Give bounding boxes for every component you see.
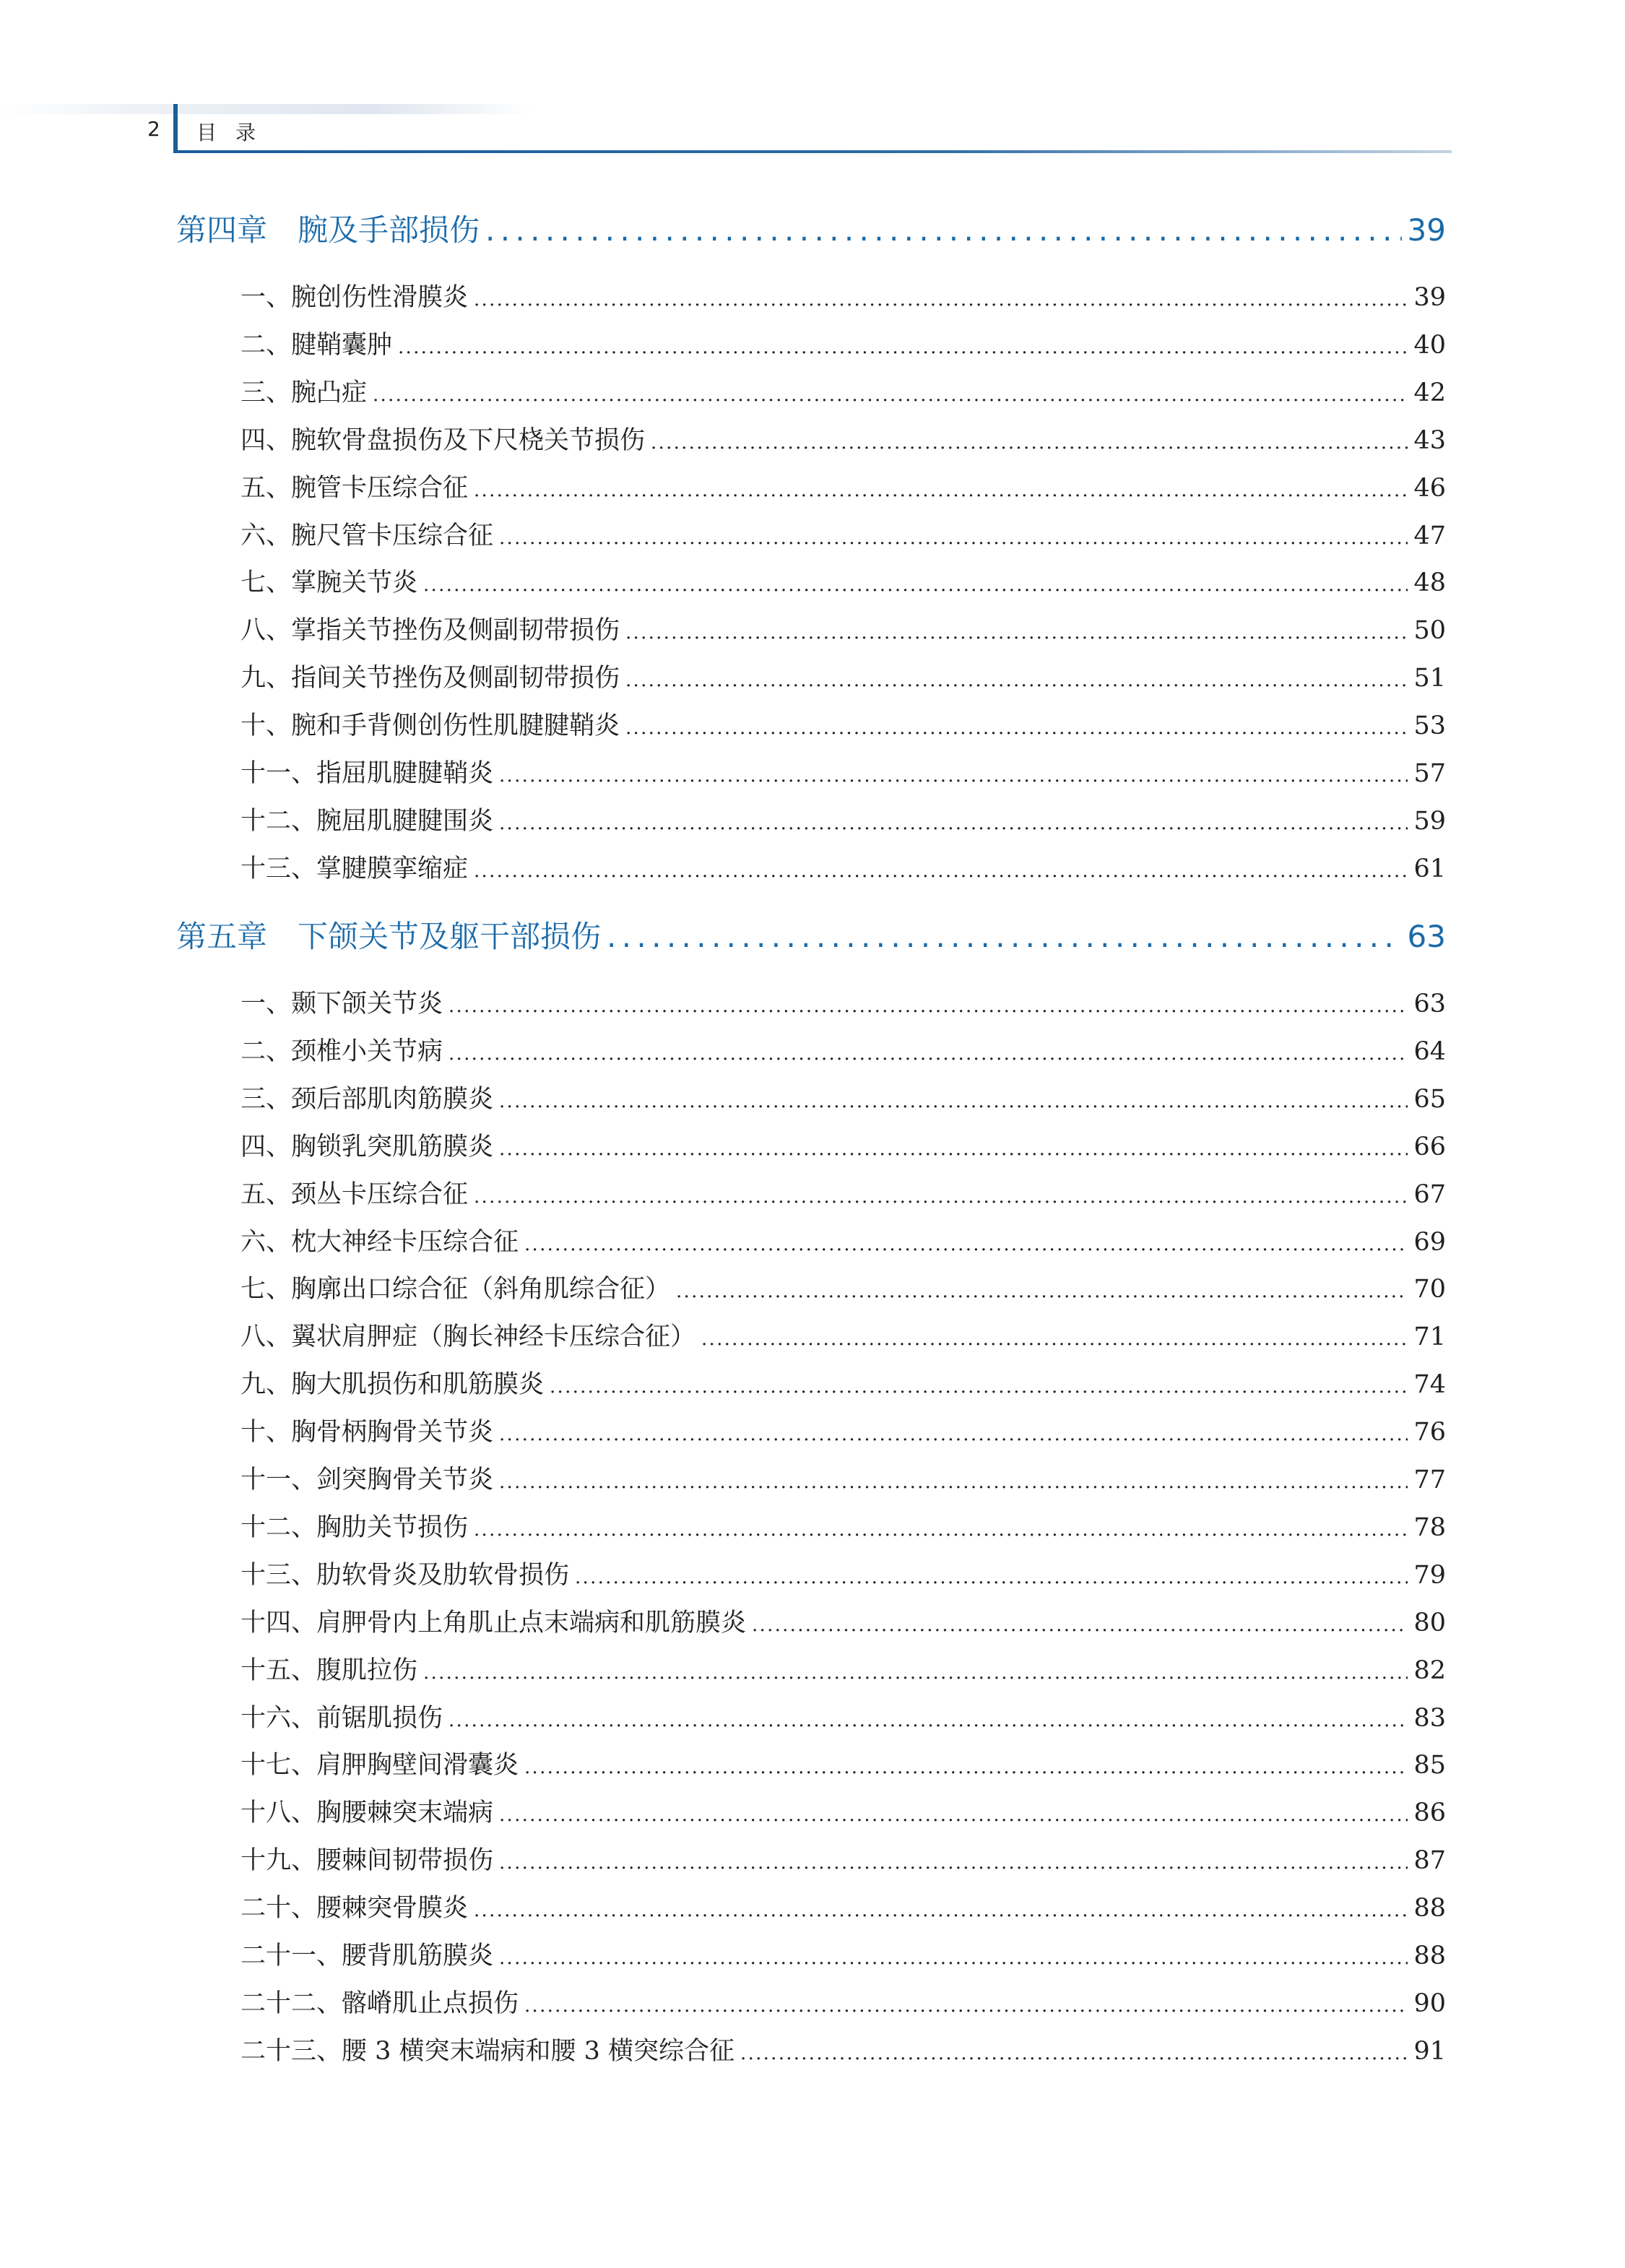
toc-entry-label: 二、腱鞘囊肿 bbox=[240, 330, 393, 360]
toc-entry-label: 七、掌腕关节炎 bbox=[240, 568, 418, 598]
toc-entry-row[interactable] bbox=[240, 1555, 1446, 1591]
toc-entry-row[interactable] bbox=[240, 563, 1446, 599]
dot-leader bbox=[550, 1376, 1408, 1398]
toc-entry-label: 一、颞下颌关节炎 bbox=[240, 990, 443, 1018]
toc-entry-page-number: 90 bbox=[1413, 1988, 1446, 2018]
toc-entry-row[interactable] bbox=[240, 706, 1446, 742]
toc-entry-label: 五、颈丛卡压综合征 bbox=[240, 1180, 469, 1209]
toc-entry-page-number: 40 bbox=[1413, 330, 1446, 360]
toc-entry-row[interactable] bbox=[240, 1317, 1446, 1353]
chapter-page-number: 63 bbox=[1407, 919, 1446, 954]
toc-entry-label: 九、指间关节挫伤及侧副韧带损伤 bbox=[240, 664, 620, 693]
toc-entry-label: 十七、肩胛胸壁间滑囊炎 bbox=[240, 1751, 519, 1780]
toc-entry-label: 十、腕和手背侧创伤性肌腱腱鞘炎 bbox=[240, 711, 620, 741]
dot-leader bbox=[625, 622, 1408, 644]
toc-entry-row[interactable] bbox=[240, 1888, 1446, 1924]
toc-entry-page-number: 63 bbox=[1413, 990, 1446, 1018]
toc-entry-label: 七、胸廓出口综合征（斜角肌综合征） bbox=[240, 1275, 671, 1304]
dot-leader bbox=[752, 1614, 1408, 1636]
dot-leader bbox=[625, 670, 1408, 691]
toc-entry-row[interactable] bbox=[240, 1507, 1446, 1544]
toc-entry-row[interactable] bbox=[240, 1460, 1446, 1496]
chapter-number: 第五章 bbox=[176, 919, 268, 954]
toc-entry-label: 十二、腕屈肌腱腱围炎 bbox=[240, 806, 494, 836]
toc-entry-label: 十二、胸肋关节损伤 bbox=[240, 1512, 469, 1542]
toc-entry-label: 十一、指屈肌腱腱鞘炎 bbox=[240, 759, 494, 788]
toc-entry-page-number: 47 bbox=[1413, 521, 1446, 550]
toc-entry-label: 八、翼状肩胛症（胸长神经卡压综合征） bbox=[240, 1323, 696, 1352]
chapter-heading bbox=[176, 913, 601, 956]
toc-entry-page-number: 87 bbox=[1413, 1846, 1446, 1876]
dot-leader bbox=[448, 1043, 1408, 1065]
toc-entry-page-number: 78 bbox=[1413, 1512, 1446, 1542]
toc-entry-label: 四、腕软骨盘损伤及下尺桡关节损伤 bbox=[240, 425, 646, 455]
dot-leader bbox=[423, 574, 1408, 596]
toc-entry-row[interactable] bbox=[240, 1698, 1446, 1734]
dot-leader bbox=[499, 1804, 1408, 1826]
toc-entry-row[interactable] bbox=[240, 277, 1446, 313]
dot-leader bbox=[676, 1281, 1408, 1302]
toc-entry-row[interactable] bbox=[240, 516, 1446, 552]
dot-leader bbox=[524, 1234, 1408, 1255]
toc-entry-label: 十五、腹肌拉伤 bbox=[240, 1655, 418, 1685]
toc-entry-page-number: 53 bbox=[1413, 711, 1446, 741]
toc-entry-row[interactable] bbox=[240, 373, 1446, 409]
chapter-title: 腕及手部损伤 bbox=[298, 212, 480, 248]
toc-entry-label: 九、胸大肌损伤和肌筋膜炎 bbox=[240, 1370, 545, 1400]
toc-entry-row[interactable] bbox=[240, 2031, 1446, 2067]
toc-entry-row[interactable] bbox=[240, 420, 1446, 456]
toc-entry-page-number: 70 bbox=[1413, 1275, 1446, 1304]
toc-entry-page-number: 83 bbox=[1413, 1703, 1446, 1733]
chapter-heading-row-5[interactable] bbox=[176, 913, 1446, 956]
toc-entry-label: 十四、肩胛骨内上角肌止点末端病和肌筋膜炎 bbox=[240, 1608, 747, 1637]
toc-entry-row[interactable] bbox=[240, 801, 1446, 837]
dot-leader bbox=[701, 1328, 1408, 1350]
dot-leader bbox=[607, 919, 1402, 954]
toc-entry-page-number: 79 bbox=[1413, 1560, 1446, 1590]
toc-entry-label: 三、颈后部肌肉筋膜炎 bbox=[240, 1084, 494, 1114]
dot-leader bbox=[499, 1471, 1408, 1493]
toc-entry-label: 八、掌指关节挫伤及侧副韧带损伤 bbox=[240, 616, 620, 646]
toc-entry-row[interactable] bbox=[240, 1603, 1446, 1639]
toc-entry-row[interactable] bbox=[240, 1650, 1446, 1687]
toc-entry-label: 五、腕管卡压综合征 bbox=[240, 473, 469, 503]
dot-leader bbox=[474, 860, 1408, 882]
dot-leader bbox=[485, 212, 1402, 248]
toc-entry-row[interactable] bbox=[240, 1079, 1446, 1115]
toc-entry-page-number: 82 bbox=[1413, 1655, 1446, 1685]
toc-entry-page-number: 69 bbox=[1413, 1227, 1446, 1257]
toc-entry-label: 二十、腰棘突骨膜炎 bbox=[240, 1894, 469, 1923]
toc-entry-label: 二十二、髂嵴肌止点损伤 bbox=[240, 1988, 519, 2018]
toc-entry-page-number: 80 bbox=[1413, 1608, 1446, 1637]
toc-entry-page-number: 88 bbox=[1413, 1894, 1446, 1923]
toc-entry-page-number: 50 bbox=[1413, 616, 1446, 646]
dot-leader bbox=[740, 2043, 1408, 2064]
toc-entry-row[interactable] bbox=[240, 1936, 1446, 1972]
toc-entry-page-number: 74 bbox=[1413, 1370, 1446, 1400]
toc-entry-page-number: 65 bbox=[1413, 1084, 1446, 1114]
toc-entry-label: 十三、肋软骨炎及肋软骨损伤 bbox=[240, 1560, 570, 1590]
toc-entry-label: 二、颈椎小关节病 bbox=[240, 1036, 443, 1066]
toc-entry-row[interactable] bbox=[240, 1840, 1446, 1877]
toc-entry-row[interactable] bbox=[240, 610, 1446, 646]
dot-leader bbox=[499, 1138, 1408, 1160]
toc-entry-row[interactable] bbox=[240, 1745, 1446, 1781]
toc-entry-page-number: 48 bbox=[1413, 568, 1446, 598]
toc-entry-label: 十八、胸腰棘突末端病 bbox=[240, 1799, 494, 1828]
toc-entry-page-number: 71 bbox=[1413, 1323, 1446, 1352]
toc-entry-row[interactable] bbox=[240, 984, 1446, 1020]
toc-entry-page-number: 61 bbox=[1413, 854, 1446, 883]
toc-entry-label: 十六、前锯肌损伤 bbox=[240, 1703, 443, 1733]
dot-leader bbox=[499, 765, 1408, 787]
dot-leader bbox=[499, 1091, 1408, 1112]
toc-entry-page-number: 76 bbox=[1413, 1418, 1446, 1447]
toc-entry-page-number: 64 bbox=[1413, 1036, 1446, 1066]
toc-entry-page-number: 43 bbox=[1413, 425, 1446, 455]
toc-entry-label: 十三、掌腱膜挛缩症 bbox=[240, 854, 469, 883]
toc-entry-page-number: 88 bbox=[1413, 1942, 1446, 1970]
toc-entry-row[interactable] bbox=[240, 1412, 1446, 1448]
toc-entry-row[interactable] bbox=[240, 1983, 1446, 2020]
header-rule bbox=[176, 150, 1452, 153]
page-number: 2 bbox=[147, 117, 160, 141]
dot-leader bbox=[499, 813, 1408, 834]
toc-entry-row[interactable] bbox=[240, 753, 1446, 789]
toc-entry-label: 十一、剑突胸骨关节炎 bbox=[240, 1466, 494, 1494]
toc-entry-row[interactable] bbox=[240, 1174, 1446, 1211]
dot-leader bbox=[474, 1900, 1408, 1921]
toc-entry-page-number: 77 bbox=[1413, 1466, 1446, 1494]
toc-entry-page-number: 39 bbox=[1413, 283, 1446, 312]
toc-entry-page-number: 86 bbox=[1413, 1799, 1446, 1828]
dot-leader bbox=[448, 1710, 1408, 1731]
toc-entry-page-number: 51 bbox=[1413, 664, 1446, 693]
toc-entry-row[interactable] bbox=[240, 1031, 1446, 1068]
dot-leader bbox=[499, 1852, 1408, 1874]
dot-leader bbox=[499, 1424, 1408, 1445]
dot-leader bbox=[448, 995, 1408, 1017]
dot-leader bbox=[524, 1757, 1408, 1778]
dot-leader bbox=[474, 1519, 1408, 1541]
toc-entry-label: 二十一、腰背肌筋膜炎 bbox=[240, 1942, 494, 1970]
toc-entry-page-number: 91 bbox=[1413, 2036, 1446, 2066]
dot-leader bbox=[575, 1567, 1408, 1588]
dot-leader bbox=[651, 432, 1408, 454]
toc-entry-label: 三、腕凸症 bbox=[240, 378, 368, 407]
dot-leader bbox=[499, 527, 1408, 549]
toc-entry-label: 一、腕创伤性滑膜炎 bbox=[240, 283, 469, 312]
dot-leader bbox=[373, 384, 1408, 406]
toc-entry-row[interactable] bbox=[240, 325, 1446, 361]
toc-entry-page-number: 59 bbox=[1413, 806, 1446, 836]
toc-entry-row[interactable] bbox=[240, 849, 1446, 885]
toc-entry-page-number: 42 bbox=[1413, 378, 1446, 407]
toc-entry-label: 十、胸骨柄胸骨关节炎 bbox=[240, 1418, 494, 1447]
toc-entry-label: 十九、腰棘间韧带损伤 bbox=[240, 1846, 494, 1876]
dot-leader bbox=[524, 1995, 1408, 2017]
toc-entry-row[interactable] bbox=[240, 1269, 1446, 1305]
chapter-page-number: 39 bbox=[1407, 212, 1446, 248]
dot-leader bbox=[423, 1662, 1408, 1684]
toc-entry-label: 六、腕尺管卡压综合征 bbox=[240, 521, 494, 550]
dot-leader bbox=[398, 337, 1408, 358]
toc-entry-page-number: 66 bbox=[1413, 1132, 1446, 1161]
dot-leader bbox=[499, 1947, 1408, 1969]
toc-entry-page-number: 46 bbox=[1413, 473, 1446, 503]
chapter-heading-row-4[interactable] bbox=[176, 207, 1446, 250]
toc-entry-label: 四、胸锁乳突肌筋膜炎 bbox=[240, 1132, 494, 1161]
running-header bbox=[0, 104, 1452, 155]
toc-entry-row[interactable] bbox=[240, 1222, 1446, 1258]
toc-entry-page-number: 57 bbox=[1413, 759, 1446, 788]
toc-entry-label: 六、枕大神经卡压综合征 bbox=[240, 1227, 519, 1257]
dot-leader bbox=[625, 717, 1408, 739]
toc-entry-label: 二十三、腰 3 横突末端病和腰 3 横突综合征 bbox=[240, 2036, 735, 2066]
chapter-number: 第四章 bbox=[176, 212, 268, 248]
toc-entry-row[interactable] bbox=[240, 468, 1446, 504]
header-divider-bar bbox=[173, 104, 178, 153]
chapter-heading bbox=[176, 207, 480, 250]
toc-entry-row[interactable] bbox=[240, 1793, 1446, 1829]
chapter-title: 下颌关节及躯干部损伤 bbox=[298, 919, 602, 954]
toc-entry-page-number: 85 bbox=[1413, 1751, 1446, 1780]
toc-entry-page-number: 67 bbox=[1413, 1180, 1446, 1209]
dot-leader bbox=[474, 289, 1408, 311]
toc-entry-row[interactable] bbox=[240, 1127, 1446, 1163]
toc-entry-row[interactable] bbox=[240, 1364, 1446, 1401]
dot-leader bbox=[474, 1186, 1408, 1208]
dot-leader bbox=[474, 480, 1408, 501]
toc-entry-row[interactable] bbox=[240, 658, 1446, 694]
header-section-title: 目录 bbox=[196, 121, 275, 144]
